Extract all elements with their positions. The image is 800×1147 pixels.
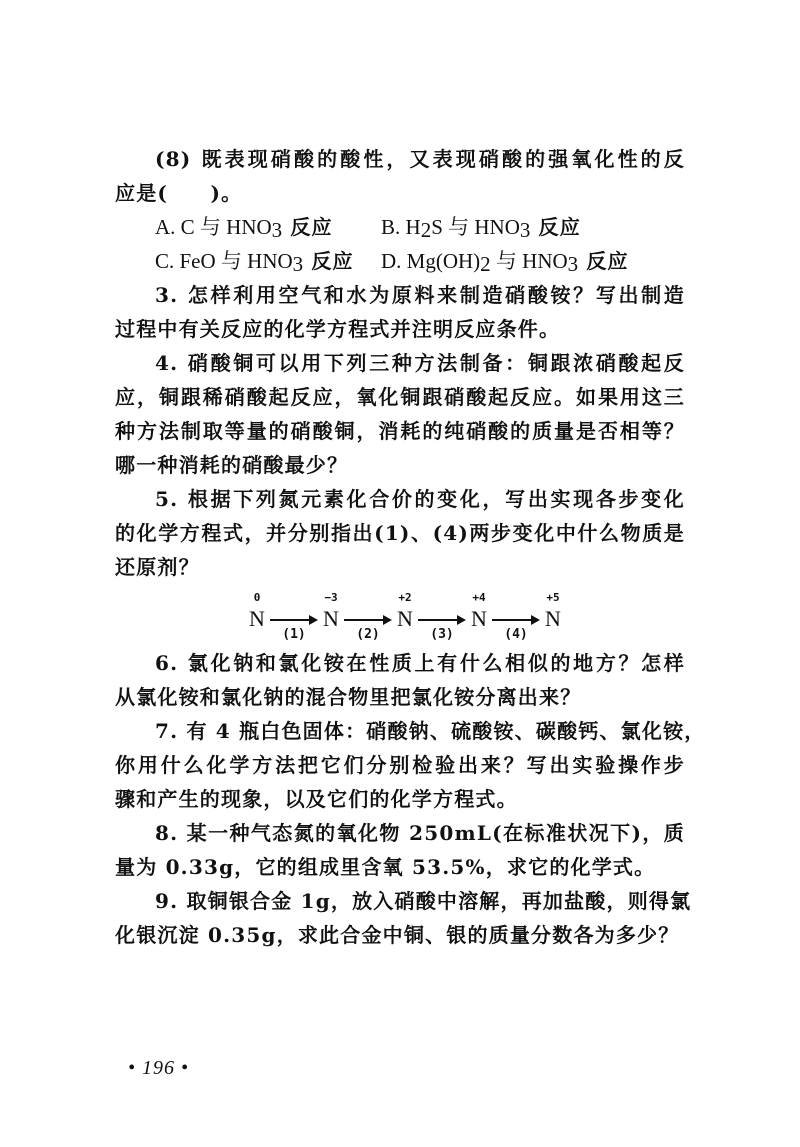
- q6-line2: 从氯化铵和氯化钠的混合物里把氯化铵分离出来？: [115, 685, 582, 709]
- q8-part-stem-line1: (8) 既表现硝酸的酸性，又表现硝酸的强氧化性的反: [155, 147, 685, 171]
- q9-line2: 化银沉淀 0.35g，求此合金中铜、银的质量分数各为多少？: [115, 923, 680, 947]
- textbook-page: [115, 142, 706, 952]
- step-label: (1): [282, 627, 306, 642]
- option-c: C. FeO 与 $HNO_3$ 反应: [155, 249, 354, 276]
- q8-part-stem-line2: 应是( )。: [115, 181, 243, 205]
- q5-line3: 还原剂？: [115, 555, 200, 579]
- nitrogen-atom-0: 0 N: [249, 591, 265, 631]
- q9-line1: 9. 取铜银合金 1g，放入硝酸中溶解，再加盐酸，则得氯: [155, 889, 692, 913]
- reaction-arrow-2: [344, 592, 392, 642]
- reaction-arrow-3: [418, 592, 466, 642]
- step-label: (4): [504, 627, 528, 642]
- page-number: • 196 •: [128, 1057, 190, 1079]
- oxidation-state: −3: [324, 591, 338, 604]
- arrow-shaft: [344, 619, 386, 621]
- nitrogen-atom-4: +5 N: [545, 591, 561, 631]
- valence-chain: [247, 591, 563, 642]
- reaction-arrow-1: [270, 592, 318, 642]
- arrow-shaft: [492, 619, 534, 621]
- q6-line1: 6. 氯化钠和氯化铵在性质上有什么相似的地方？怎样: [155, 651, 685, 675]
- options-row-ab: [115, 210, 685, 244]
- q4-line1: 4. 硝酸铜可以用下列三种方法制备：铜跟浓硝酸起反: [155, 351, 685, 375]
- arrow-head-icon: [383, 615, 392, 625]
- q7-line2: 你用什么化学方法把它们分别检验出来？写出实验操作步: [115, 753, 685, 777]
- q3-line1: 3. 怎样利用空气和水为原料来制造硝酸铵？写出制造: [155, 283, 685, 307]
- arrow-shaft: [418, 619, 460, 621]
- oxidation-state: 0: [253, 591, 261, 604]
- q5-line2: 的化学方程式，并分别指出(1)、(4)两步变化中什么物质是: [115, 521, 685, 545]
- q4-line4: 哪一种消耗的硝酸最少？: [115, 453, 349, 477]
- nitrogen-atom-1: −3 N: [323, 591, 339, 631]
- q5-line1: 5. 根据下列氮元素化合价的变化，写出实现各步变化: [155, 487, 685, 511]
- q8-line1: 8. 某一种气态氮的氧化物 250mL(在标准状况下)，质: [155, 821, 685, 845]
- nitrogen-valence-chain-diagram: [115, 588, 685, 646]
- arrow-head-icon: [457, 615, 466, 625]
- arrow-head-icon: [309, 615, 318, 625]
- q7-line3: 骤和产生的现象，以及它们的化学方程式。: [115, 787, 518, 811]
- nitrogen-atom-2: +2 N: [397, 591, 413, 631]
- step-label: (3): [430, 627, 454, 642]
- arrow-head-icon: [531, 615, 540, 625]
- arrow-shaft: [270, 619, 312, 621]
- oxidation-state: +4: [472, 591, 486, 604]
- step-label: (2): [356, 627, 380, 642]
- q8-line2: 量为 0.33g，它的组成里含氧 53.5%，求它的化学式。: [115, 855, 656, 879]
- options-row-cd: [115, 244, 685, 278]
- q4-line3: 种方法制取等量的硝酸铜，消耗的纯硝酸的质量是否相等？: [115, 419, 685, 443]
- oxidation-state: +5: [546, 591, 560, 604]
- q3-line2: 过程中有关反应的化学方程式并注明反应条件。: [115, 317, 561, 341]
- option-b: B. $H_2S$ 与 $HNO_3$ 反应: [381, 215, 581, 242]
- nitrogen-atom-3: +4 N: [471, 591, 487, 631]
- q7-line1: 7. 有 4 瓶白色固体：硝酸钠、硫酸铵、碳酸钙、氯化铵，: [155, 719, 706, 743]
- option-a: A. C 与 $HNO_3$ 反应: [155, 215, 333, 242]
- option-d: D. $Mg(OH)_2$ 与 $HNO_3$ 反应: [381, 249, 629, 276]
- oxidation-state: +2: [398, 591, 412, 604]
- reaction-arrow-4: [492, 592, 540, 642]
- q4-line2: 应，铜跟稀硝酸起反应，氧化铜跟硝酸起反应。如果用这三: [115, 385, 685, 409]
